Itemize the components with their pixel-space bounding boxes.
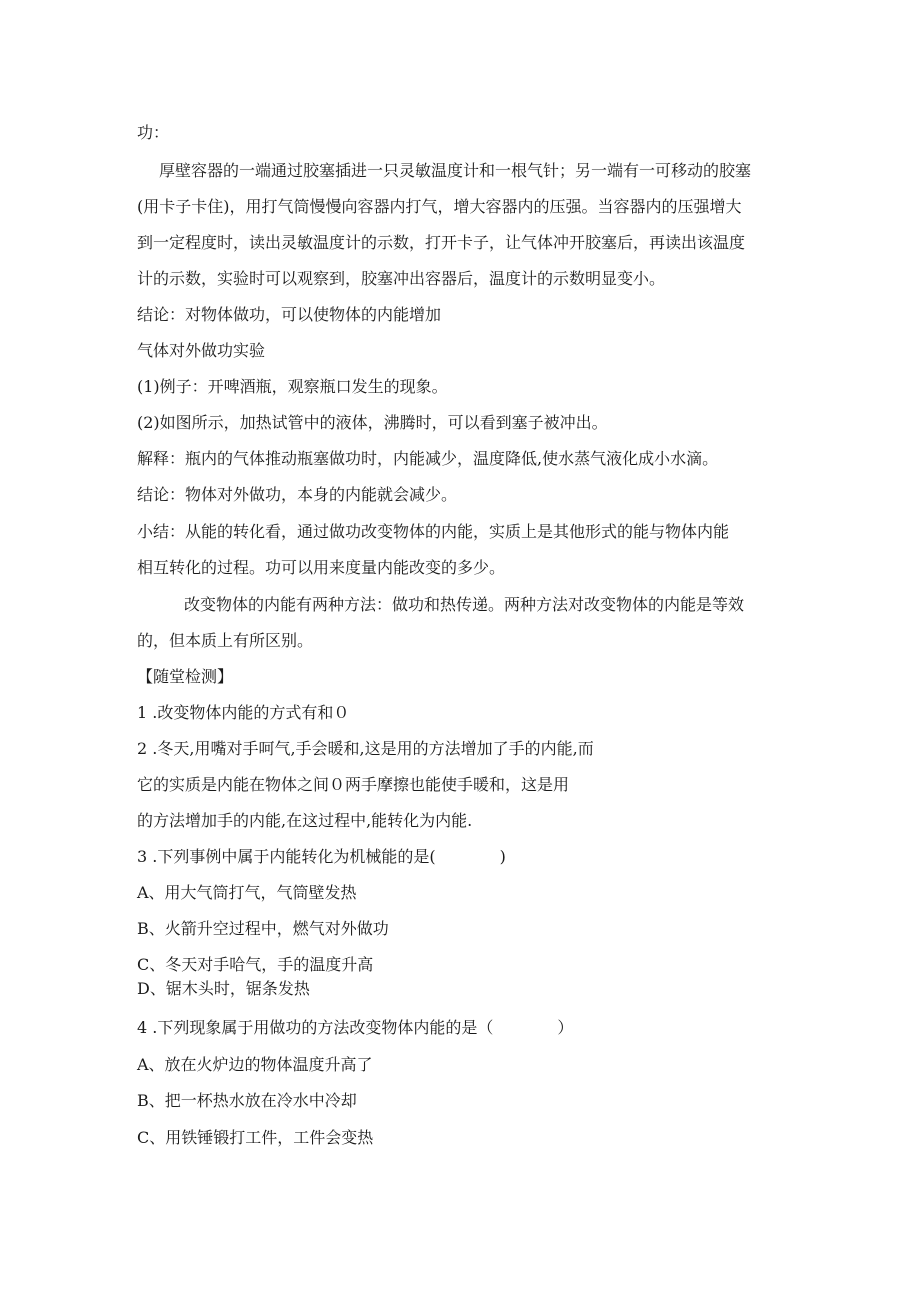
answer-option: A、用大气筒打气，气筒壁发热 [137, 883, 357, 902]
text-line: 相互转化的过程。功可以用来度量内能改变的多少。 [137, 558, 506, 577]
text-line: 厚壁容器的一端通过胶塞插进一只灵敏温度计和一根气针；另一端有一可移动的胶塞 [159, 161, 752, 180]
answer-option: C、冬天对手哈气，手的温度升高 [137, 955, 374, 974]
text-line: 的，但本质上有所区别。 [137, 631, 314, 650]
question: 4 .下列现象属于用做功的方法改变物体内能的是（ ） [137, 1018, 574, 1037]
text-line: (1)例子：开啤酒瓶，观察瓶口发生的现象。 [137, 377, 448, 396]
section-heading: 【随堂检测】 [137, 667, 234, 686]
question: 2 .冬天,用嘴对手呵气,手会暖和,这是用的方法增加了手的内能,而 [137, 739, 594, 758]
section-heading: 气体对外做功实验 [137, 341, 266, 360]
answer-option: B、火箭升空过程中，燃气对外做功 [137, 919, 389, 938]
text-line: (2)如图所示，加热试管中的液体，沸腾时，可以看到塞子被冲出。 [137, 413, 608, 432]
text-line: 的方法增加手的内能,在这过程中,能转化为内能. [137, 811, 473, 830]
text-line: 结论：物体对外做功，本身的内能就会减少。 [137, 485, 458, 504]
answer-option: B、把一杯热水放在冷水中冷却 [137, 1091, 357, 1110]
answer-option: D、锯木头时，锯条发热 [137, 979, 310, 998]
text-line: (用卡子卡住)，用打气筒慢慢向容器内打气，增大容器内的压强。当容器内的压强增大 [137, 197, 742, 216]
text-line: 结论：对物体做功，可以使物体的内能增加 [137, 305, 442, 324]
text-line: 它的实质是内能在物体之间０两手摩擦也能使手暖和，这是用 [137, 775, 570, 794]
text-line: 到一定程度时，读出灵敏温度计的示数，打开卡子，让气体冲开胶塞后，再读出该温度 [137, 233, 746, 252]
text-line: 小结：从能的转化看，通过做功改变物体的内能，实质上是其他形式的能与物体内能 [137, 522, 730, 541]
question: 3 .下列事例中属于内能转化为机械能的是( ) [137, 847, 506, 866]
text-line: 计的示数，实验时可以观察到，胶塞冲出容器后，温度计的示数明显变小。 [137, 269, 666, 288]
question: 1 .改变物体内能的方式有和０ [137, 703, 350, 722]
text-line: 功： [137, 123, 170, 142]
text-line: 解释：瓶内的气体推动瓶塞做功时，内能减少，温度降低,使水蒸气液化成小水滴。 [137, 449, 719, 468]
answer-option: C、用铁锤锻打工件，工件会变热 [137, 1128, 374, 1147]
answer-option: A、放在火炉边的物体温度升高了 [137, 1055, 373, 1074]
text-line: 改变物体的内能有两种方法：做功和热传递。两种方法对改变物体的内能是等效 [184, 595, 745, 614]
